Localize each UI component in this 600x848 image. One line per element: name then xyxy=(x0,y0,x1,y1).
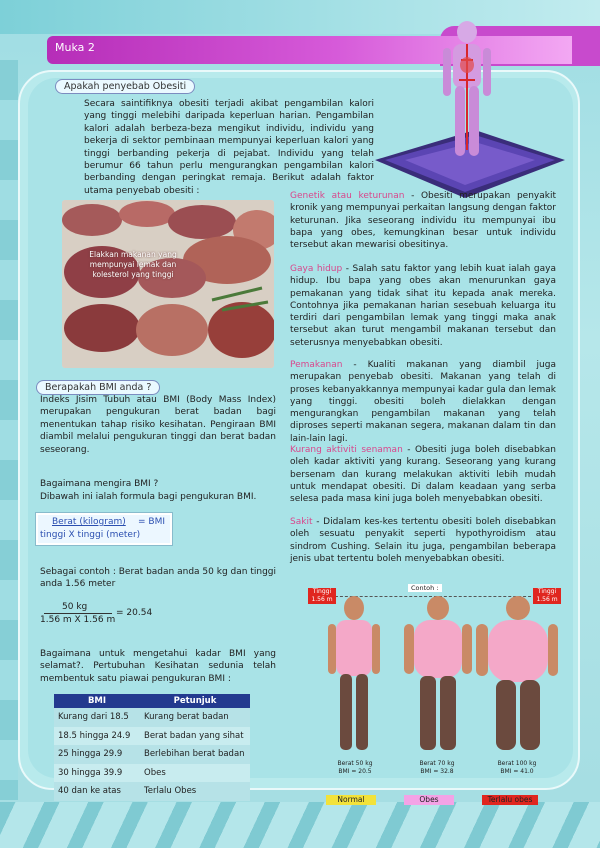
table-cell: 18.5 hingga 24.9 xyxy=(54,727,140,746)
bmi-title-pill: Berapakah BMI anda ? xyxy=(36,380,160,395)
person-stats-terlalu-obes: Berat 100 kg BMI = 41.0 xyxy=(497,760,537,775)
table-cell: Berlebihan berat badan xyxy=(140,745,250,764)
person-obes xyxy=(404,596,472,750)
example-numerator: 50 kg xyxy=(62,602,88,612)
example-divider xyxy=(44,613,112,614)
label-normal: Normal xyxy=(326,795,376,805)
example-denominator: 1.56 m X 1.56 m xyxy=(40,615,116,625)
person-stats-obes: Berat 70 kg BMI = 32.8 xyxy=(419,760,455,775)
person-stats-normal: Berat 50 kg BMI = 20.5 xyxy=(337,760,373,775)
who-text: Bagaimana untuk mengetahui kadar BMI yang selamat?. Pertubuhan Kesihatan sedunia telah membentuk satu piawai pengukuran BMI : xyxy=(40,649,276,684)
table-header: BMI xyxy=(54,694,140,708)
label-terlalu-obes: Terlalu obes xyxy=(482,795,538,805)
bmi-intro: Indeks Jisim Tubuh atau BMI (Body Mass Index) merupakan pengukuran berat badan bagi menentukan tahap risiko kesihatan. Pengiraan BMI diambil melalui pengukuran tinggi dan berat badan seseorang. xyxy=(40,395,276,455)
example-text: Sebagai contoh : Berat badan anda 50 kg dan tinggi anda 1.56 meter xyxy=(40,567,276,590)
factor-sakit xyxy=(290,516,556,565)
factor-text: - Obesiti merupakan penyakit kronik yang mempunyai perkaitan langsung dengan faktor keturunan. Jika seseorang individu itu mempunyai ibu bapa yang obes, kemungkinan besar untuk individu tersebut akan mewarisi obesitinya. xyxy=(290,191,556,251)
formula-numerator: Berat (kilogram) xyxy=(52,517,126,527)
bmi-people-illustration xyxy=(318,596,558,756)
food-photo xyxy=(62,200,274,368)
table-row xyxy=(54,727,250,746)
table-cell: Kurang berat badan xyxy=(140,708,250,727)
table-header: Petunjuk xyxy=(140,694,250,708)
table-cell: Kurang dari 18.5 xyxy=(54,708,140,727)
table-cell: 25 hingga 29.9 xyxy=(54,745,140,764)
factor-heading: Gaya hidup xyxy=(290,264,343,274)
left-stripe xyxy=(0,60,18,800)
anatomy-figure-illustration xyxy=(365,20,575,200)
factor-heading: Genetik atau keturunan xyxy=(290,191,405,201)
label-obes: Obes xyxy=(404,795,454,805)
table-row xyxy=(54,782,250,801)
factor-text: - Salah satu faktor yang lebih kuat ialah gaya hidup. Ibu bapa yang obes akan menurunkan gaya pemakanan yang tidak sihat itu kepada anak mereka. Contohnya jika pemakanan harian sesebuah keluarga itu terdiri dari pengambilan lemak yang tinggi maka anak tersebut akan turut mengambil makanan tersebut dan seterusnya menyebabkan obesiti. xyxy=(290,264,556,348)
formula-eq: = BMI xyxy=(138,517,165,527)
height-label-right: Tinggi 1.56 m xyxy=(533,588,561,604)
factor-kurang-aktiviti xyxy=(290,444,556,505)
factor-pemakanan xyxy=(290,359,556,445)
intro-paragraph: Secara saintifiknya obesiti terjadi akibat pengambilan kalori yang tinggi melebihi daripada keperluan harian. Pengambilan kalori adalah berbeza-beza mengikut individu, individu yang bekerja di sektor pembinaan mempunyai keperluan kalori yang tinggi berbanding pekerja di pejabat. Individu yang telah berumur 66 tahun perlu mengurangkan pengambilan kalori berbanding dengan peringkat remaja. Berikut adalah faktor utama penyebab obesiti : xyxy=(84,99,374,196)
factor-heading: Kurang aktiviti senaman xyxy=(290,445,403,455)
page-label: Muka 2 xyxy=(55,41,95,54)
table-cell: Terlalu Obes xyxy=(140,782,250,801)
table-row xyxy=(54,745,250,764)
example-result: = 20.54 xyxy=(116,608,153,618)
table-cell: 30 hingga 39.9 xyxy=(54,764,140,783)
factor-heading: Pemakanan xyxy=(290,360,343,370)
factor-gaya-hidup xyxy=(290,263,556,349)
contoh-label: Contoh : xyxy=(408,584,442,592)
factor-heading: Sakit xyxy=(290,517,313,527)
factor-text: - Kualiti makanan yang diambil juga merupakan penyebab obesiti. Makanan yang telah di proses kebanyakkannya mempunyai kadar gula dan lemak yang tinggi. obesiti boleh dielakkan dengan mengurangkan pengambilan makanan yang telah diproses seperti makanan segera, makanan dalam tin dan lain-lain lagi. xyxy=(290,360,556,444)
formula-denominator: tinggi X tinggi (meter) xyxy=(40,530,141,540)
height-label-left: Tinggi 1.56 m xyxy=(308,588,336,604)
person-normal xyxy=(328,596,380,750)
factor-text: - Didalam kes-kes tertentu obesiti boleh disebabkan oleh sesuatu penyakit seperti hypothyroidism atau sindrom Cushing. Selain itu juga, pengambilan beberapa jenis ubat tertentu boleh menyebabkan obesiti. xyxy=(290,517,556,564)
table-row xyxy=(54,764,250,783)
person-terlalu-obes xyxy=(476,596,558,750)
factor-text: - Obesiti juga boleh disebabkan oleh kadar aktiviti yang kurang. Seseorang yang kurang bersenam dan kurang melakukan aktiviti lebih mudah untuk mendapat obesiti. Di dalam keadaan yang serba selesa pada masa kini juga boleh menyebabkan obesiti. xyxy=(290,445,556,505)
section-title-pill: Apakah penyebab Obesiti xyxy=(55,79,195,94)
table-row xyxy=(54,708,250,727)
bottom-stripes xyxy=(0,802,600,848)
table-header-row xyxy=(54,694,250,708)
bmi-how-answer: Dibawah ini ialah formula bagi pengukuran BMI. xyxy=(40,492,257,502)
bmi-table xyxy=(54,694,250,801)
photo-caption: Elakkan makanan yang mempunyai lemak dan kolesterol yang tinggi xyxy=(89,250,177,279)
table-cell: Berat badan yang sihat xyxy=(140,727,250,746)
bmi-how-question: Bagaimana mengira BMI ? xyxy=(40,479,159,489)
factor-genetik xyxy=(290,190,556,251)
table-cell: Obes xyxy=(140,764,250,783)
table-cell: 40 dan ke atas xyxy=(54,782,140,801)
